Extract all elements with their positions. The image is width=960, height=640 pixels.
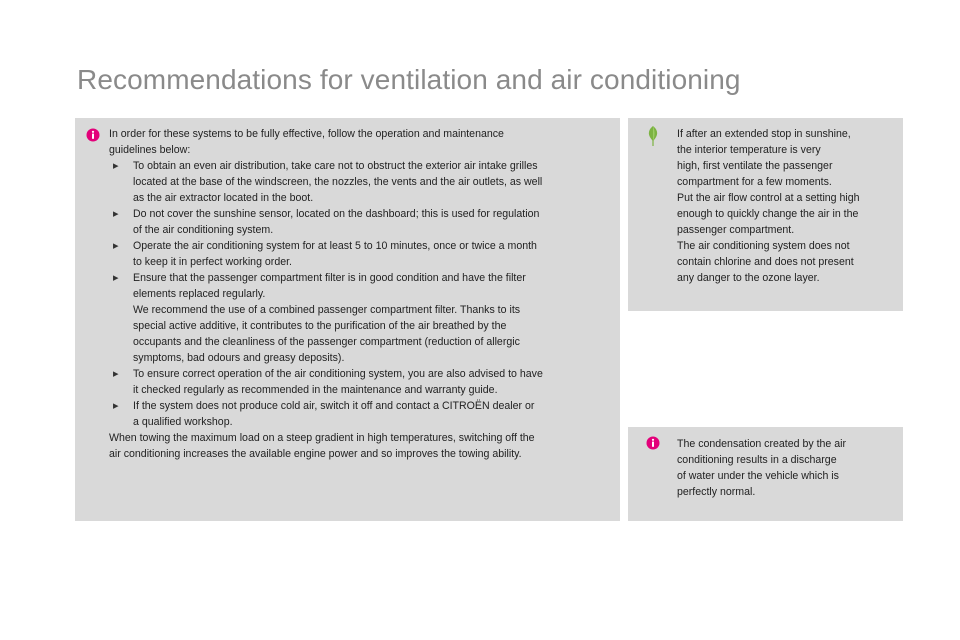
list-item: ▸ To obtain an even air distribution, take care not to obstruct the exterior air intake grilles located at the base of the windscreen, the nozzles, the vents and the air outlets, as well as the air extractor located in the boot. [113, 160, 543, 204]
eco-advice-panel [628, 118, 903, 311]
recommendations-text [109, 126, 609, 462]
eco-advice-text: If after an extended stop in sunshine, the interior temperature is very high, first ventilate the passenger compartment for a few moments. Put the air flow control at a setting high enough to quickly change the air in the passenger compartment. The air conditioning system does not contain chlorine and does not present any danger to the ozone layer. [677, 128, 860, 284]
bullet-arrow-icon: ▸ [113, 272, 119, 284]
outro-line: air conditioning increases the available engine power and so improves the towing ability. [109, 448, 522, 460]
bullet-arrow-icon: ▸ [113, 208, 119, 220]
leaf-icon [646, 126, 660, 146]
bullet-arrow-icon: ▸ [113, 368, 119, 380]
outro-line: When towing the maximum load on a steep gradient in high temperatures, switching off the [109, 432, 535, 444]
info-icon [646, 436, 660, 450]
condensation-text: The condensation created by the air conditioning results in a discharge of water under the vehicle which is perfectly normal. [677, 438, 847, 498]
list-item: ▸ If the system does not produce cold air, switch it off and contact a CITROËN dealer or a qualified workshop. [113, 400, 535, 428]
recommendations-panel [75, 118, 620, 521]
list-item: ▸ To ensure correct operation of the air conditioning system, you are also advised to have it checked regularly as recommended in the maintenance and warranty guide. [113, 368, 543, 396]
bullet-arrow-icon: ▸ [113, 400, 119, 412]
info-icon [86, 128, 100, 142]
list-item: ▸ Operate the air conditioning system for at least 5 to 10 minutes, once or twice a month to keep it in perfect working order. [113, 240, 537, 268]
list-item: ▸ Ensure that the passenger compartment filter is in good condition and have the filter elements replaced regularly. We recommend the use of a combined passenger compartment filter. Thanks to its special active additive, it contributes to the purification of the air breathed by the occupants and the cleanliness of the passenger compartment (reduction of allergic symptoms, bad odours and greasy deposits). [113, 272, 526, 364]
condensation-info-panel [628, 427, 903, 521]
intro-line: guidelines below: [109, 144, 191, 156]
list-item: ▸ Do not cover the sunshine sensor, located on the dashboard; this is used for regulation of the air conditioning system. [113, 208, 540, 236]
bullet-arrow-icon: ▸ [113, 240, 119, 252]
bullet-arrow-icon: ▸ [113, 160, 119, 172]
page-title: Recommendations for ventilation and air conditioning [77, 64, 741, 95]
intro-line: In order for these systems to be fully effective, follow the operation and maintenance [109, 128, 504, 140]
